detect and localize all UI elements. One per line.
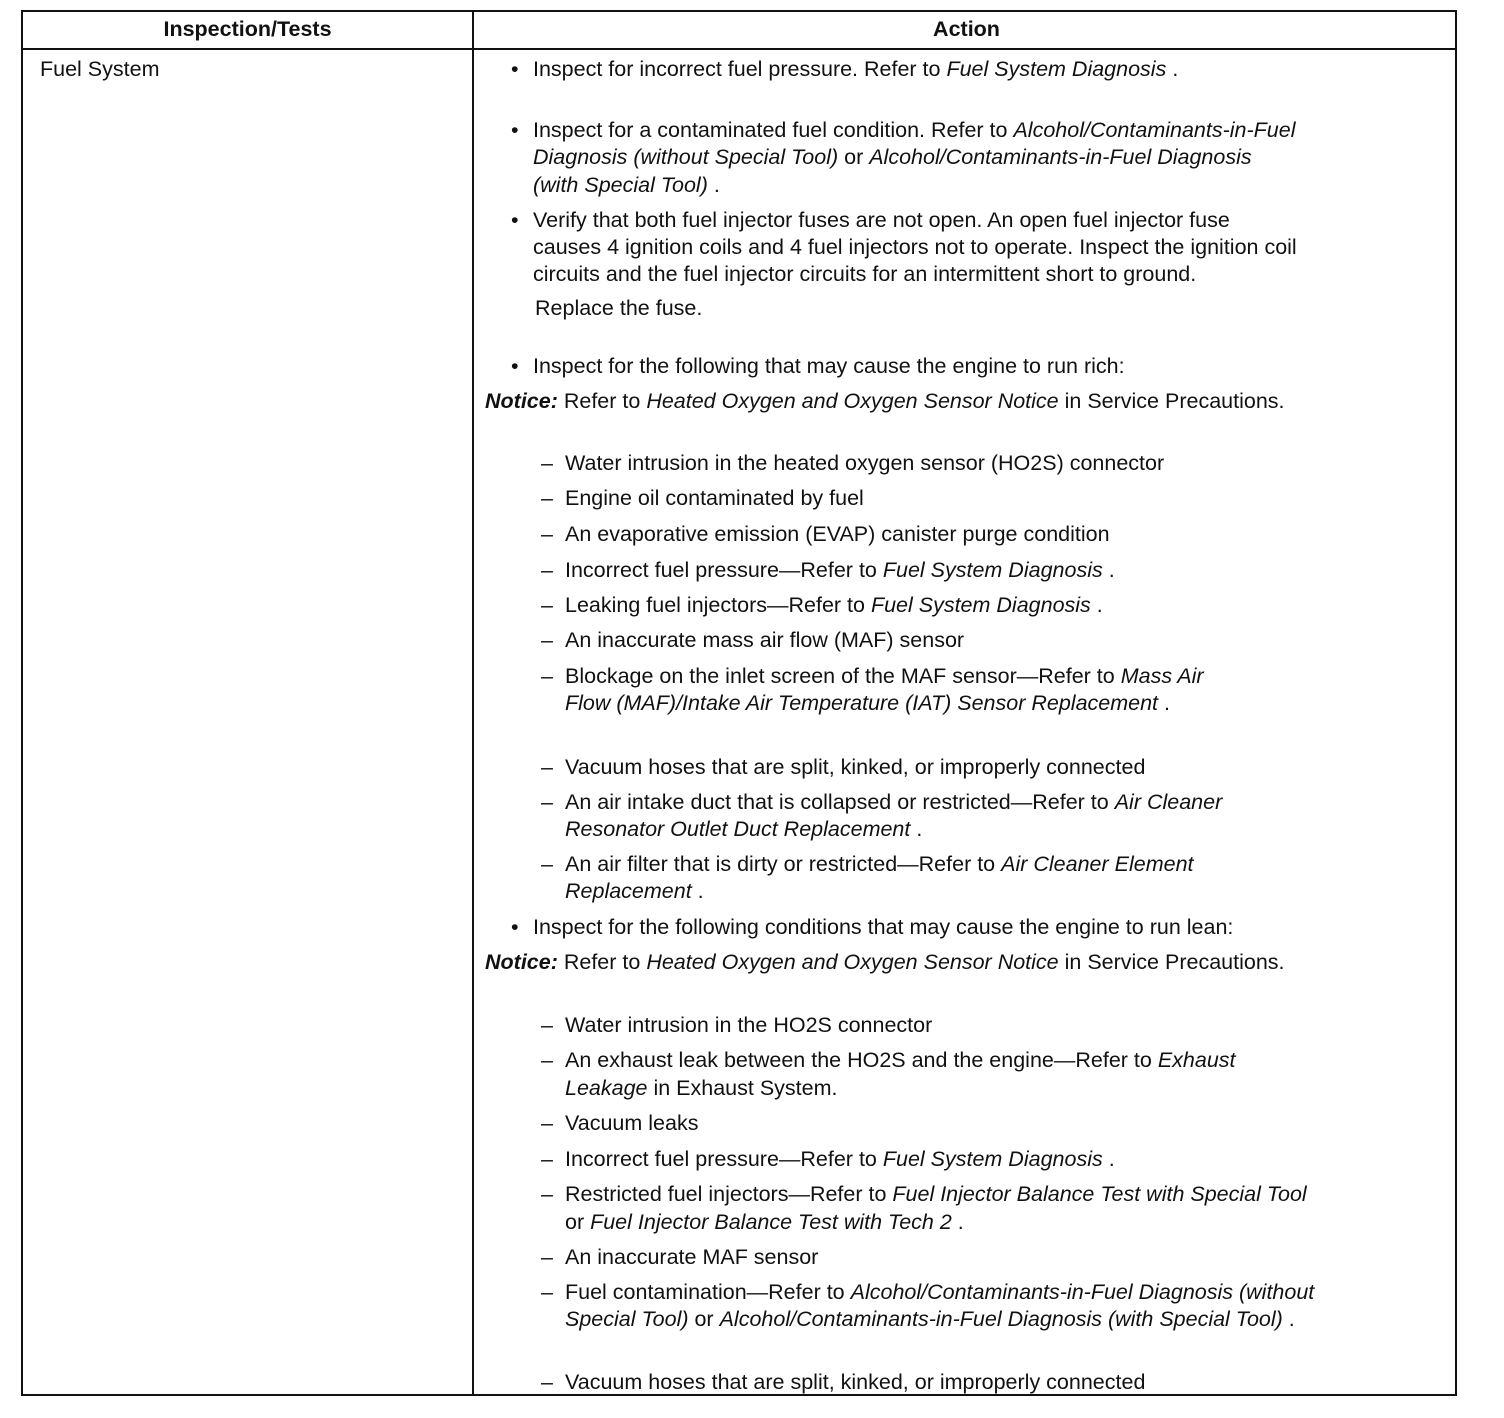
text-segment: causes 4 ignition coils and 4 fuel injectors not to operate. Inspect the ignition coil <box>533 235 1297 259</box>
text-segment: . <box>691 879 704 903</box>
reference-link-text: Mass Air <box>1120 664 1204 688</box>
dash-icon: – <box>541 628 553 652</box>
reference-link-text: Alcohol/Contaminants-in-Fuel Diagnosis (with Special Tool) <box>719 1307 1283 1331</box>
column-divider <box>472 12 474 1394</box>
reference-link-text: Exhaust <box>1157 1048 1236 1072</box>
action-line <box>565 1209 964 1235</box>
text-segment: Verify that both fuel injector fuses are not open. An open fuel injector fuse <box>533 208 1230 232</box>
dash-icon: – <box>541 1111 553 1135</box>
bullet-icon: • <box>511 915 519 939</box>
action-line <box>565 592 1103 618</box>
dash-icon: – <box>541 664 553 688</box>
action-line <box>565 1110 698 1136</box>
action-line <box>533 56 1178 82</box>
action-line <box>533 172 720 198</box>
action-line <box>565 1369 1145 1395</box>
text-segment: Vacuum leaks <box>565 1111 699 1135</box>
text-segment: An inaccurate mass air flow (MAF) sensor <box>565 628 965 652</box>
action-line <box>533 261 1196 287</box>
reference-link-text: Fuel System Diagnosis <box>882 558 1103 582</box>
text-segment: Blockage on the inlet screen of the MAF sensor—Refer to <box>565 664 1121 688</box>
reference-link-text: Alcohol/Contaminants-in-Fuel Diagnosis (without <box>850 1280 1315 1304</box>
dash-icon: – <box>541 1048 553 1072</box>
bullet-icon: • <box>511 208 519 232</box>
bullet-icon: • <box>511 354 519 378</box>
bullet-icon: • <box>511 118 519 142</box>
text-segment: Water intrusion in the HO2S connector <box>565 1013 933 1037</box>
text-segment: An exhaust leak between the HO2S and the engine—Refer to <box>565 1048 1158 1072</box>
reference-link-text: Special Tool) <box>565 1307 689 1331</box>
action-line <box>533 353 1125 379</box>
reference-link-text: Leakage <box>565 1076 648 1100</box>
text-segment: Inspect for the following conditions that may cause the engine to run lean: <box>533 915 1234 939</box>
text-segment: Vacuum hoses that are split, kinked, or improperly connected <box>565 755 1146 779</box>
reference-link-text: Flow (MAF)/Intake Air Temperature (IAT) Sensor Replacement <box>565 691 1159 715</box>
text-segment: in Service Precautions. <box>1058 389 1285 413</box>
action-line <box>565 851 1194 877</box>
notice-label: Notice: <box>485 950 558 974</box>
text-segment: or <box>838 145 870 169</box>
reference-link-text: Air Cleaner <box>1114 790 1223 814</box>
text-segment: An air filter that is dirty or restricted—Refer to <box>565 852 1002 876</box>
action-line <box>565 1244 818 1270</box>
text-segment: Refer to <box>557 950 647 974</box>
text-segment: Engine oil contaminated by fuel <box>565 486 864 510</box>
text-segment: in Service Precautions. <box>1058 950 1285 974</box>
action-line <box>533 144 1252 170</box>
text-segment: . <box>1166 57 1179 81</box>
dash-icon: – <box>541 522 553 546</box>
reference-link-text: Fuel Injector Balance Test with Tech 2 <box>590 1210 952 1234</box>
action-line <box>535 295 702 321</box>
reference-link-text: Resonator Outlet Duct Replacement <box>565 817 911 841</box>
text-segment: . <box>951 1210 964 1234</box>
reference-link-text: Fuel System Diagnosis <box>882 1147 1103 1171</box>
action-line <box>565 1279 1314 1305</box>
reference-link-text: Air Cleaner Element <box>1001 852 1194 876</box>
action-line <box>565 754 1145 780</box>
dash-icon: – <box>541 790 553 814</box>
text-segment: circuits and the fuel injector circuits for an intermittent short to ground. <box>533 262 1197 286</box>
action-line <box>565 816 922 842</box>
action-line <box>565 1146 1115 1172</box>
action-line <box>533 207 1230 233</box>
dash-icon: – <box>541 593 553 617</box>
text-segment: Incorrect fuel pressure—Refer to <box>565 1147 883 1171</box>
reference-link-text: Diagnosis (without Special Tool) <box>533 145 839 169</box>
text-segment: . <box>1158 691 1170 715</box>
text-segment: An evaporative emission (EVAP) canister purge condition <box>565 522 1110 546</box>
text-segment: Water intrusion in the heated oxygen sensor (HO2S) connector <box>565 451 1165 475</box>
text-segment: Leaking fuel injectors—Refer to <box>565 593 871 617</box>
action-line <box>533 234 1297 260</box>
reference-link-text: (with Special Tool) <box>533 173 708 197</box>
row-label-fuel-system: Fuel System <box>40 57 160 81</box>
notice-line <box>485 388 1285 414</box>
action-line <box>565 1012 932 1038</box>
text-segment: Refer to <box>557 389 647 413</box>
text-segment: An inaccurate MAF sensor <box>565 1245 819 1269</box>
action-line <box>565 1047 1236 1073</box>
text-segment: Vacuum hoses that are split, kinked, or improperly connected <box>565 1370 1146 1394</box>
reference-link-text: Alcohol/Contaminants-in-Fuel Diagnosis <box>869 145 1252 169</box>
table-header-row <box>23 12 1455 50</box>
action-line <box>565 1181 1307 1207</box>
text-segment: . <box>1090 593 1103 617</box>
notice-line <box>485 949 1285 975</box>
text-segment: . <box>1282 1307 1295 1331</box>
text-segment: or <box>565 1210 591 1234</box>
dash-icon: – <box>541 1370 553 1394</box>
text-segment: Inspect for the following that may cause the engine to run rich: <box>533 354 1125 378</box>
text-segment: or <box>688 1307 720 1331</box>
bullet-icon: • <box>511 57 519 81</box>
action-line <box>565 1075 838 1101</box>
action-line <box>565 557 1115 583</box>
reference-link-text: Fuel System Diagnosis <box>946 57 1167 81</box>
action-line <box>565 627 964 653</box>
text-segment: . <box>910 817 923 841</box>
dash-icon: – <box>541 1013 553 1037</box>
reference-link-text: Heated Oxygen and Oxygen Sensor Notice <box>646 389 1059 413</box>
notice-label: Notice: <box>485 389 558 413</box>
action-line <box>565 789 1222 815</box>
dash-icon: – <box>541 1280 553 1304</box>
text-segment: Fuel contamination—Refer to <box>565 1280 851 1304</box>
action-line <box>565 878 704 904</box>
text-segment: . <box>1102 1147 1115 1171</box>
text-segment: . <box>1102 558 1115 582</box>
reference-link-text: Fuel System Diagnosis <box>870 593 1091 617</box>
text-segment: Restricted fuel injectors—Refer to <box>565 1182 893 1206</box>
dash-icon: – <box>541 1245 553 1269</box>
column-header-action: Action <box>933 17 1000 41</box>
reference-link-text: Fuel Injector Balance Test with Special Tool <box>892 1182 1307 1206</box>
dash-icon: – <box>541 755 553 779</box>
action-line <box>565 663 1204 689</box>
action-line <box>533 117 1295 143</box>
dash-icon: – <box>541 852 553 876</box>
text-segment: in Exhaust System. <box>647 1076 838 1100</box>
reference-link-text: Alcohol/Contaminants-in-Fuel <box>1013 118 1296 142</box>
text-segment: . <box>707 173 720 197</box>
dash-icon: – <box>541 558 553 582</box>
dash-icon: – <box>541 1182 553 1206</box>
action-line <box>565 1306 1295 1332</box>
action-line <box>565 690 1170 716</box>
action-line <box>565 450 1164 476</box>
text-segment: Replace the fuse. <box>535 296 703 320</box>
dash-icon: – <box>541 1147 553 1171</box>
text-segment: An air intake duct that is collapsed or restricted—Refer to <box>565 790 1115 814</box>
text-segment: Incorrect fuel pressure—Refer to <box>565 558 883 582</box>
action-line <box>533 914 1233 940</box>
text-segment: Inspect for incorrect fuel pressure. Refer to <box>533 57 947 81</box>
action-line <box>565 485 864 511</box>
dash-icon: – <box>541 486 553 510</box>
reference-link-text: Replacement <box>565 879 692 903</box>
dash-icon: – <box>541 451 553 475</box>
text-segment: Inspect for a contaminated fuel condition. Refer to <box>533 118 1014 142</box>
reference-link-text: Heated Oxygen and Oxygen Sensor Notice <box>646 950 1059 974</box>
column-header-inspection-tests: Inspection/Tests <box>163 17 332 41</box>
action-line <box>565 521 1110 547</box>
